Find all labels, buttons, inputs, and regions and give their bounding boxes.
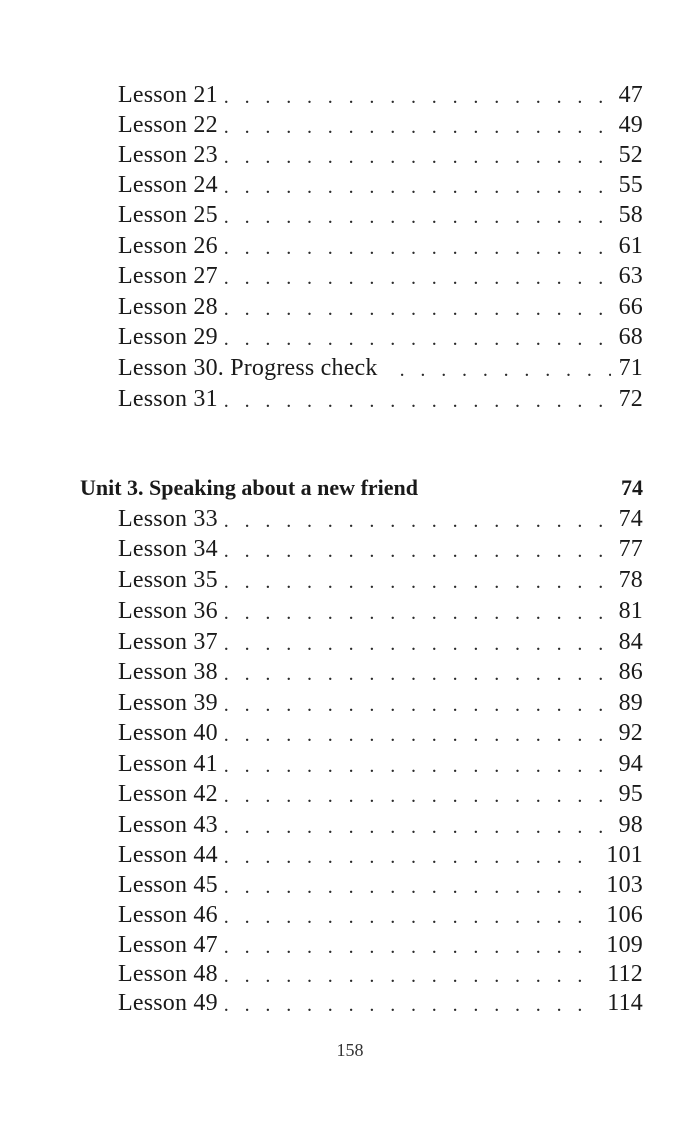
toc-entry-lesson-25 [118, 200, 643, 230]
dot-leader [224, 874, 599, 900]
dot-leader [224, 388, 611, 414]
toc-entry-page: 52 [618, 142, 643, 168]
toc-entry-lesson-21 [118, 80, 643, 110]
toc-entry-label: Lesson 41 [118, 751, 218, 777]
unit-3-heading [80, 473, 643, 503]
toc-entry-page: 92 [618, 720, 643, 746]
toc-entry-label: Lesson 24 [118, 172, 218, 198]
toc-entry-lesson-39 [118, 688, 643, 718]
toc-entry-label: Lesson 36 [118, 598, 218, 624]
toc-entry-lesson-28 [118, 292, 643, 322]
dot-leader [224, 783, 611, 809]
unit-title: Unit 3. Speaking about a new friend [80, 475, 419, 500]
toc-entry-page: 89 [618, 690, 643, 716]
toc-entry-page: 112 [607, 961, 643, 987]
toc-entry-lesson-38 [118, 657, 643, 687]
toc-entry-lesson-42 [118, 779, 643, 809]
toc-entry-lesson-46 [118, 900, 643, 930]
toc-entry-page: 72 [618, 386, 643, 412]
toc-entry-label: Lesson 38 [118, 659, 218, 685]
dot-leader [400, 357, 611, 383]
dot-leader [224, 753, 611, 779]
toc-entry-label: Lesson 48 [118, 961, 218, 987]
toc-entry-label: Lesson 33 [118, 506, 218, 532]
toc-entry-page: 49 [618, 112, 643, 138]
toc-entry-label: Lesson 29 [118, 324, 218, 350]
dot-leader [224, 326, 611, 352]
toc-entry-page: 71 [618, 355, 643, 381]
dot-leader [224, 692, 611, 718]
toc-entry-lesson-30-progress-check [118, 353, 643, 383]
dot-leader [224, 569, 611, 595]
toc-entry-label: Lesson 35 [118, 567, 218, 593]
toc-entry-page: 84 [618, 629, 643, 655]
toc-entry-page: 77 [618, 536, 643, 562]
toc-entry-page: 61 [618, 233, 643, 259]
toc-entry-lesson-34 [118, 534, 643, 564]
dot-leader [224, 844, 599, 870]
toc-entry-lesson-48 [118, 959, 643, 989]
dot-leader [224, 144, 611, 170]
toc-entry-page: 68 [618, 324, 643, 350]
toc-entry-page: 109 [606, 932, 643, 958]
toc-entry-label: Lesson 26 [118, 233, 218, 259]
dot-leader [224, 84, 611, 110]
toc-entry-page: 86 [618, 659, 643, 685]
toc-entry-label: Lesson 21 [118, 82, 218, 108]
toc-entry-lesson-35 [118, 565, 643, 595]
toc-entry-label: Lesson 49 [118, 990, 218, 1016]
toc-entry-lesson-33 [118, 504, 643, 534]
toc-entry-lesson-40 [118, 718, 643, 748]
dot-leader [224, 992, 599, 1018]
unit-page: 74 [621, 475, 643, 500]
toc-entry-page: 114 [607, 990, 643, 1016]
dot-leader [224, 963, 599, 989]
toc-entry-page: 78 [618, 567, 643, 593]
toc-entry-lesson-47 [118, 930, 643, 960]
dot-leader [224, 904, 599, 930]
toc-entry-label: Lesson 37 [118, 629, 218, 655]
toc-entry-page: 66 [618, 294, 643, 320]
toc-entry-lesson-31 [118, 384, 643, 414]
dot-leader [224, 600, 611, 626]
dot-leader [224, 934, 599, 960]
toc-entry-lesson-29 [118, 322, 643, 352]
toc-entry-page: 81 [618, 598, 643, 624]
toc-entry-lesson-37 [118, 627, 643, 657]
dot-leader [224, 814, 611, 840]
toc-entry-lesson-45 [118, 870, 643, 900]
dot-leader [224, 114, 611, 140]
toc-entry-lesson-27 [118, 261, 643, 291]
toc-entry-page: 95 [618, 781, 643, 807]
toc-entry-page: 47 [618, 82, 643, 108]
toc-entry-lesson-36 [118, 596, 643, 626]
toc-entry-page: 63 [618, 263, 643, 289]
toc-entry-lesson-24 [118, 170, 643, 200]
page-number: 158 [336, 1040, 364, 1060]
toc-entry-page: 74 [618, 506, 643, 532]
toc-entry-lesson-49 [118, 988, 643, 1018]
toc-entry-label: Lesson 39 [118, 690, 218, 716]
toc-entry-label: Lesson 31 [118, 386, 218, 412]
toc-entry-lesson-26 [118, 231, 643, 261]
toc-entry-lesson-22 [118, 110, 643, 140]
toc-entry-label: Lesson 27 [118, 263, 218, 289]
dot-leader [224, 538, 611, 564]
dot-leader [224, 661, 611, 687]
dot-leader [224, 265, 611, 291]
toc-entry-label: Lesson 28 [118, 294, 218, 320]
toc-entry-label: Lesson 45 [118, 872, 218, 898]
dot-leader [224, 174, 611, 200]
dot-leader [224, 204, 611, 230]
toc-entry-lesson-23 [118, 140, 643, 170]
toc-entry-label: Lesson 42 [118, 781, 218, 807]
toc-entry-page: 55 [618, 172, 643, 198]
toc-entry-page: 58 [618, 202, 643, 228]
toc-entry-label: Lesson 40 [118, 720, 218, 746]
toc-entry-label: Lesson 44 [118, 842, 218, 868]
toc-entry-page: 103 [606, 872, 643, 898]
toc-entry-page: 94 [618, 751, 643, 777]
dot-leader [224, 235, 611, 261]
toc-entry-label: Lesson 25 [118, 202, 218, 228]
dot-leader [224, 631, 611, 657]
dot-leader [224, 296, 611, 322]
toc-entry-lesson-44 [118, 840, 643, 870]
toc-entry-label: Lesson 34 [118, 536, 218, 562]
toc-entry-page: 106 [606, 902, 643, 928]
toc-entry-label: Lesson 43 [118, 812, 218, 838]
dot-leader [224, 508, 611, 534]
toc-entry-page: 98 [618, 812, 643, 838]
toc-entry-label: Lesson 47 [118, 932, 218, 958]
toc-entry-lesson-41 [118, 749, 643, 779]
dot-leader [224, 722, 611, 748]
toc-entry-label: Lesson 23 [118, 142, 218, 168]
toc-entry-label: Lesson 22 [118, 112, 218, 138]
toc-entry-lesson-43 [118, 810, 643, 840]
toc-entry-label: Lesson 46 [118, 902, 218, 928]
toc-entry-label: Lesson 30. Progress check [118, 355, 378, 381]
toc-entry-page: 101 [606, 842, 643, 868]
